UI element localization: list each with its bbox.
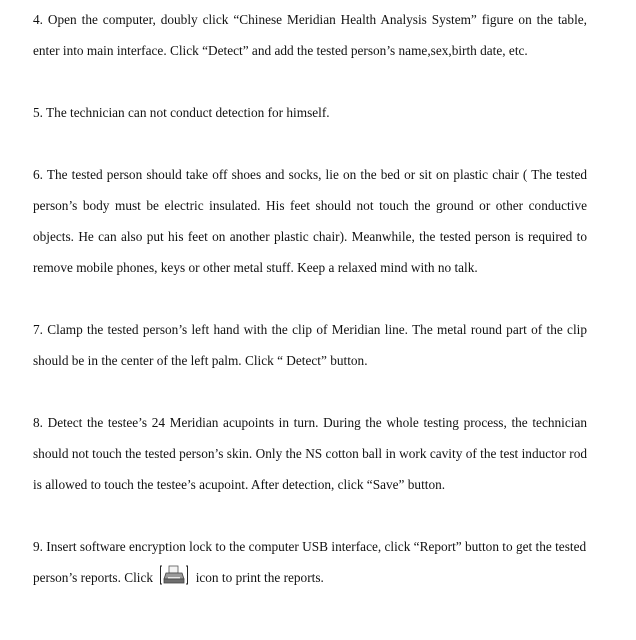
step-9-text-after: icon to print the reports. xyxy=(195,570,324,585)
step-9-text: 9. Insert software encryption lock to the computer USB interface, click “Report” button to get the tested person’s reports. Click xyxy=(33,539,587,585)
step-8: 8. Detect the testee’s 24 Meridian acupoints in turn. During the whole testing process, the technician should not touch the tested person’s skin. Only the NS cotton ball in work cavity of the test inductor rod is allowed to touch the testee’s acupoint. After detection, click “Save” button. xyxy=(33,415,587,492)
step-6: 6. The tested person should take off shoes and socks, lie on the bed or sit on plastic chair ( The tested person’s body must be electric insulated. His feet should not touch the ground or other conductive objects. He can also put his feet on another plastic chair). Meanwhile, the tested person is required to remove mobile phones, keys or other metal stuff. Keep a relaxed mind with no talk. xyxy=(33,167,587,275)
instruction-document xyxy=(33,0,587,593)
printer-icon xyxy=(159,564,189,586)
step-4: 4. Open the computer, doubly click “Chinese Meridian Health Analysis System” figure on the table, enter into main interface. Click “Detect” and add the tested person’s name,sex,birth date, etc. xyxy=(33,12,587,58)
step-7: 7. Clamp the tested person’s left hand with the clip of Meridian line. The metal round part of the clip should be in the center of the left palm. Click “ Detect” button. xyxy=(33,322,587,368)
step-9 xyxy=(33,531,587,593)
step-5: 5. The technician can not conduct detection for himself. xyxy=(33,105,330,120)
